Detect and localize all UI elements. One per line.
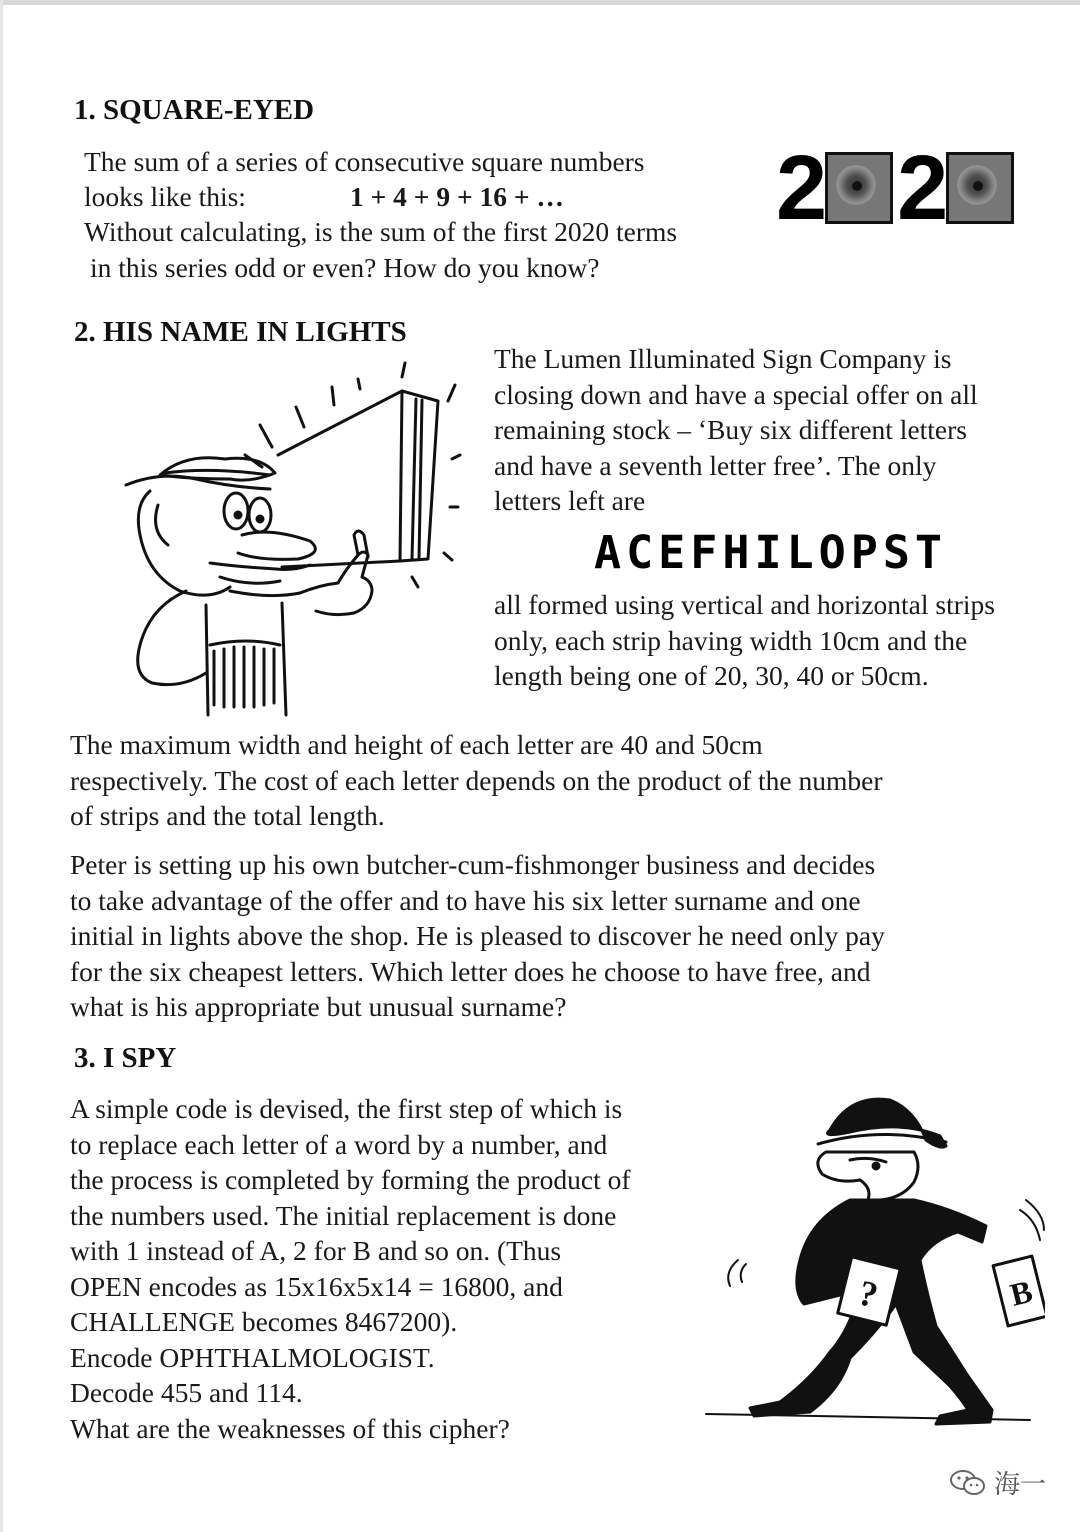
problem2-intro-line: closing down and have a special offer on all: [494, 378, 978, 410]
problem2-paragraph2: [70, 727, 883, 834]
left-border: [0, 0, 3, 1532]
problem2-para3-line: Peter is setting up his own butcher-cum-fishmonger business and decides: [70, 849, 876, 880]
problem2-strips-line: length being one of 20, 30, 40 or 50cm.: [494, 660, 929, 691]
sign-man-cartoon: [110, 355, 480, 720]
problem1-heading: 1. SQUARE-EYED: [74, 94, 315, 126]
problem3-line: the process is completed by forming the product of: [70, 1164, 631, 1195]
available-letters: ACEFHILOPST: [594, 526, 948, 579]
problem2-paragraph3: [70, 847, 885, 1025]
problem1-line4: in this series odd or even? How do you know?: [90, 252, 600, 283]
problem2-strips-line: only, each strip having width 10cm and the: [494, 624, 968, 656]
problem2-para2-line: respectively. The cost of each letter depends on the product of the number: [70, 764, 883, 796]
problem3-line: to replace each letter of a word by a number, and: [70, 1128, 608, 1160]
problem3-line: OPEN encodes as 15x16x5x14 = 16800, and: [70, 1270, 563, 1302]
problem3-line: with 1 instead of A, 2 for B and so on. (Thus: [70, 1235, 562, 1266]
problem1-series: 1 + 4 + 9 + 16 + …: [350, 181, 564, 212]
problem2-intro: [494, 341, 978, 519]
problem3-line: the numbers used. The initial replacement is done: [70, 1199, 617, 1231]
problem2-strips-line: all formed using vertical and horizontal strips: [494, 589, 995, 620]
watermark: [948, 1464, 1046, 1501]
spy-card-left-glyph: ?: [854, 1272, 882, 1316]
eye-square-icon: [946, 152, 1014, 224]
spy-card-right-glyph: B: [1006, 1272, 1036, 1313]
problem2-intro-line: letters left are: [494, 485, 646, 516]
problem3-heading: 3. I SPY: [74, 1042, 177, 1074]
problem2-para2-line: of strips and the total length.: [70, 800, 385, 831]
problem3-line: Encode OPHTHALMOLOGIST.: [70, 1341, 435, 1373]
wechat-icon: [948, 1468, 988, 1498]
problem2-intro-line: remaining stock – ‘Buy six different letters: [494, 414, 967, 445]
problem2-para3-line: for the six cheapest letters. Which letter does he choose to have free, and: [70, 955, 871, 987]
problem2-para3-line: initial in lights above the shop. He is pleased to discover he need only pay: [70, 920, 885, 951]
problem3-line: CHALLENGE becomes 8467200).: [70, 1306, 458, 1337]
problem3-line: Decode 455 and 114.: [70, 1377, 303, 1408]
problem3-text: [70, 1091, 631, 1446]
eye-square-icon: [825, 152, 893, 224]
year-2020-graphic: [776, 137, 1038, 239]
problem2-heading: 2. HIS NAME IN LIGHTS: [74, 316, 407, 348]
problem2-strips-text: [494, 587, 995, 694]
problem2-intro-line: The Lumen Illuminated Sign Company is: [494, 343, 952, 374]
watermark-text: 海一: [994, 1470, 1047, 1500]
problem1-line2-prefix: looks like this:: [84, 181, 246, 212]
problem3-line: A simple code is devised, the first step of which is: [70, 1093, 623, 1124]
year-digit-2a: 2: [776, 137, 824, 239]
spy-cartoon: [700, 1090, 1045, 1430]
problem1-line3: Without calculating, is the sum of the first 2020 terms: [84, 216, 678, 247]
problem3-line: What are the weaknesses of this cipher?: [70, 1412, 510, 1444]
problem2-intro-line: and have a seventh letter free’. The only: [494, 449, 937, 481]
year-digit-2b: 2: [897, 137, 945, 239]
problem1-line1: The sum of a series of consecutive square numbers: [84, 146, 645, 177]
problem2-para3-line: what is his appropriate but unusual surname?: [70, 991, 567, 1022]
top-border: [0, 0, 1080, 5]
problem2-para2-line: The maximum width and height of each letter are 40 and 50cm: [70, 729, 763, 760]
problem2-para3-line: to take advantage of the offer and to have his six letter surname and one: [70, 884, 861, 916]
